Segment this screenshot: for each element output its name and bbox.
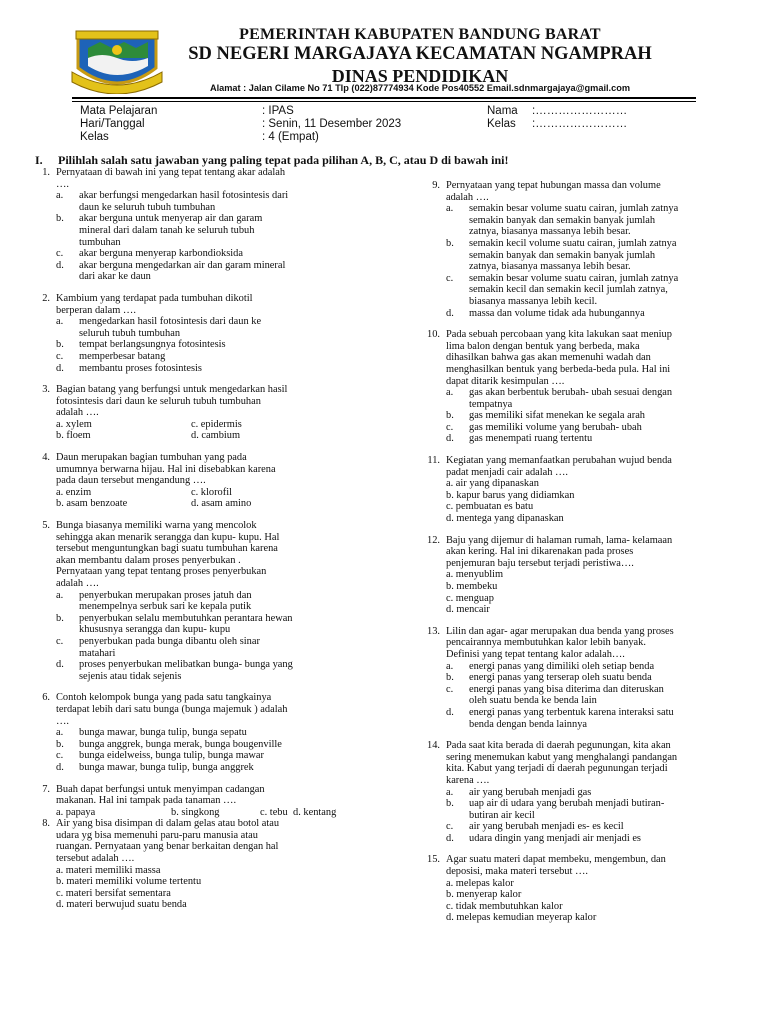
answer-option[interactable]: c. tidak membutuhkan kalor <box>446 900 563 912</box>
question-number: 4. <box>42 452 50 464</box>
answer-option[interactable] <box>56 659 370 682</box>
answer-option[interactable]: d. kentang <box>293 806 337 818</box>
option-text: energi panas yang dimiliki oleh setiap benda <box>469 660 655 672</box>
answer-option[interactable] <box>446 661 740 673</box>
question-item <box>30 520 370 682</box>
question-number: 1. <box>42 167 50 178</box>
option-text: air yang berubah menjadi es- es kecil <box>469 821 624 833</box>
option-text: energi panas yang terserap oleh suatu benda <box>469 672 652 684</box>
option-letter: b. <box>446 237 454 249</box>
answer-option[interactable] <box>56 339 370 351</box>
header-school-name: SD NEGERI MARGAJAYA KECAMATAN NGAMPRAH <box>188 44 652 64</box>
question-number: 3. <box>42 384 50 396</box>
name-label: Nama <box>487 105 518 117</box>
kelas-field[interactable]: :…………………… <box>532 118 628 130</box>
question-item <box>30 167 370 283</box>
name-field[interactable]: :…………………… <box>532 105 628 117</box>
question-text: Kegiatan yang memanfaatkan perubahan wujud benda padat menjadi cair adalah …. <box>446 455 672 478</box>
question-item <box>420 740 740 844</box>
option-text: bunga mawar, bunga tulip, bunga sepatu <box>79 727 247 739</box>
answer-option[interactable] <box>446 821 740 833</box>
answer-option[interactable]: d. melepas kemudian meyerap kalor <box>446 912 597 924</box>
answer-option[interactable] <box>56 739 370 751</box>
option-text: semakin besar volume suatu cairan, jumlah zatnya semakin banyak dan semakin banyak jumlah zatnya, biasanya massanya lebih besar. <box>469 203 679 238</box>
answer-option[interactable]: b. floem <box>56 430 91 442</box>
question-number: 11. <box>427 455 440 467</box>
question-item <box>30 293 370 374</box>
option-text: gas akan berbentuk berubah- ubah sesuai dengan tempatnya <box>469 387 673 410</box>
answer-option[interactable]: c. materi bersifat sementara <box>56 887 171 899</box>
answer-option[interactable]: a. menyublim <box>446 569 504 581</box>
option-letter: c. <box>446 421 454 433</box>
answer-option[interactable] <box>446 833 740 845</box>
option-text: massa dan volume tidak ada hubungannya <box>469 307 645 319</box>
option-text: gas memiliki sifat menekan ke segala arah <box>469 410 645 422</box>
answer-option[interactable]: c. pembuatan es batu <box>446 501 534 513</box>
answer-option[interactable] <box>446 422 740 434</box>
questions-column-left <box>30 167 370 911</box>
header-government: PEMERINTAH KABUPATEN BANDUNG BARAT <box>239 26 601 43</box>
option-letter: a. <box>446 786 454 798</box>
answer-option[interactable] <box>446 433 740 445</box>
question-number: 13. <box>427 625 440 637</box>
answer-option[interactable] <box>56 260 370 283</box>
header-department: DINAS PENDIDIKAN <box>331 66 509 86</box>
answer-option[interactable] <box>56 351 370 363</box>
option-letter: a. <box>446 203 454 215</box>
answer-option[interactable] <box>446 707 740 730</box>
answer-options-grid <box>56 419 370 442</box>
option-text: penyerbukan pada bunga dibantu oleh sinar matahari <box>79 635 260 659</box>
option-letter: c. <box>56 248 64 260</box>
answer-option[interactable] <box>446 787 740 799</box>
option-letter: d. <box>446 706 454 718</box>
question-text: Pernyataan di bawah ini yang tepat tentang akar adalah …. <box>56 167 286 190</box>
question-item <box>420 455 740 525</box>
question-text: Buah dapat berfungsi untuk menyimpan cadangan makanan. Hal ini tampak pada tanaman …. <box>56 783 265 807</box>
question-text: Agar suatu materi dapat membeku, mengembun, dan deposisi, maka materi tersebut …. <box>446 854 666 878</box>
answer-option[interactable]: d. mencair <box>446 604 490 616</box>
option-letter: b. <box>56 339 64 351</box>
question-text: Pernyataan yang tepat hubungan massa dan volume adalah …. <box>446 180 661 203</box>
question-number: 2. <box>42 292 50 304</box>
option-text: tempat berlangsungnya fotosintesis <box>79 339 226 351</box>
subject-value: : IPAS <box>262 105 294 117</box>
option-letter: c. <box>56 635 64 647</box>
answer-option[interactable]: a. papaya <box>56 806 96 818</box>
answer-option[interactable] <box>56 727 370 739</box>
question-item <box>420 626 740 730</box>
option-text: udara dingin yang menjadi air menjadi es <box>469 832 641 844</box>
answer-option[interactable] <box>56 590 370 613</box>
answer-option[interactable]: c. tebu <box>260 806 288 818</box>
option-letter: a. <box>56 727 64 739</box>
answer-option[interactable]: b. kapur barus yang didiamkan <box>446 489 575 501</box>
answer-option[interactable] <box>56 636 370 659</box>
answer-option[interactable] <box>446 684 740 707</box>
question-number: 10. <box>427 329 440 341</box>
answer-options-grid <box>56 487 370 510</box>
answer-option[interactable]: c. menguap <box>446 592 494 604</box>
question-item <box>30 692 370 773</box>
option-letter: c. <box>446 821 454 833</box>
answer-option[interactable] <box>446 410 740 422</box>
option-letter: a. <box>56 589 64 601</box>
option-text: gas menempati ruang tertentu <box>469 433 593 445</box>
question-number: 8. <box>42 818 50 830</box>
question-text: Baju yang dijemur di halaman rumah, lama- kelamaan akan kering. Hal ini dikarenakan pada proses penjemuran baju tersebut terjadi peristiwa…. <box>446 534 673 569</box>
option-text: akar berguna menyerap karbondioksida <box>79 248 243 260</box>
question-number: 6. <box>42 692 50 704</box>
answer-option[interactable]: d. mentega yang dipanaskan <box>446 513 564 525</box>
question-text: Kambium yang terdapat pada tumbuhan dikotil berperan dalam …. <box>56 292 253 316</box>
option-text: akar berguna mengedarkan air dan garam mineral dari akar ke daun <box>79 259 286 283</box>
header-address: Alamat : Jalan Cilame No 71 Tlp (022)87774934 Kode Pos40552 Email.sdnmargajaya@gmail.com <box>209 83 631 93</box>
class-value: : 4 (Empat) <box>262 131 319 143</box>
question-text: Pada saat kita berada di daerah pegunungan, kita akan sering menemukan kabut yang menghalangi pandangan kita. Kabut yang terjadi di daerah pegunungan terjadi karena …. <box>446 740 678 786</box>
option-text: semakin kecil volume suatu cairan, jumlah zatnya semakin banyak dan semakin banyak jumlah zatnya, biasanya massanya lebih besar. <box>469 237 677 273</box>
answer-option[interactable] <box>446 672 740 684</box>
option-text: energi panas yang bisa diterima dan diteruskan oleh suatu benda ke benda lain <box>469 683 664 707</box>
date-label: Hari/Tanggal <box>80 118 145 130</box>
option-text: mengedarkan hasil fotosintesis dari daun ke seluruh tubuh tumbuhan <box>79 316 262 339</box>
option-letter: c. <box>446 683 454 695</box>
answer-option[interactable]: b. menyerap kalor <box>446 889 522 901</box>
option-text: bunga mawar, bunga tulip, bunga anggrek <box>79 761 254 773</box>
answer-option[interactable]: d. materi berwujud suatu benda <box>56 899 187 911</box>
answer-option[interactable]: b. materi memiliki volume tertentu <box>56 876 202 888</box>
question-item <box>420 329 740 445</box>
option-letter: d. <box>446 433 454 445</box>
question-item <box>30 784 370 819</box>
answer-option[interactable] <box>56 316 370 339</box>
answer-option[interactable] <box>56 248 370 260</box>
question-item <box>420 535 740 616</box>
kelas-label: Kelas <box>487 118 516 130</box>
option-text: bunga anggrek, bunga merak, bunga bougenville <box>79 738 282 750</box>
answer-option[interactable] <box>446 308 740 320</box>
question-number: 5. <box>42 520 50 532</box>
question-text: Bunga biasanya memiliki warna yang mencolok sehingga akan menarik serangga dan kupu- kupu. Hal tersebut menguntungkan bagi suatu tumbuhan karena akan membantu dalam proses penyerbukan . Pernyataan yang tepat tentang proses penyerbukan adalah …. <box>56 520 280 589</box>
option-text: memperbesar batang <box>79 350 166 362</box>
header-rule-thin <box>72 101 696 102</box>
question-number: 14. <box>427 740 440 752</box>
question-text: Lilin dan agar- agar merupakan dua benda yang proses pencairannya membutuhkan kalor lebih banyak. Definisi yang tepat tentang kalor adalah…. <box>446 625 674 660</box>
option-text: penyerbukan selalu membutuhkan perantara hewan khususnya serangga dan kupu- kupu <box>79 612 293 636</box>
question-item <box>420 180 740 319</box>
answer-option[interactable]: a. air yang dipanaskan <box>446 478 539 490</box>
question-item <box>30 384 370 442</box>
option-letter: b. <box>446 672 454 684</box>
section-number: I. <box>35 153 43 167</box>
answer-option[interactable]: d. asam amino <box>191 498 252 510</box>
answer-option[interactable] <box>446 203 740 238</box>
option-letter: d. <box>56 259 64 271</box>
answer-option[interactable] <box>56 762 370 774</box>
question-number: 7. <box>42 783 50 795</box>
answer-option[interactable]: a. melepas kalor <box>446 877 514 889</box>
answer-option[interactable] <box>446 798 740 821</box>
question-item <box>30 452 370 510</box>
option-letter: b. <box>446 798 454 810</box>
option-letter: a. <box>446 660 454 672</box>
question-number: 15. <box>427 854 440 866</box>
subject-label: Mata Pelajaran <box>80 105 158 117</box>
answer-option[interactable] <box>446 273 740 308</box>
option-letter: b. <box>56 213 64 225</box>
option-text: akar berfungsi mengedarkan hasil fotosintesis dari daun ke seluruh tubuh tumbuhan <box>79 190 289 213</box>
option-text: gas memiliki volume yang berubah- ubah <box>469 421 642 433</box>
option-letter: b. <box>446 410 454 422</box>
answer-option[interactable]: c. epidermis <box>191 418 242 430</box>
answer-option[interactable] <box>56 750 370 762</box>
question-text: Bagian batang yang berfungsi untuk mengedarkan hasil fotosintesis dari daun ke seluruh tubuh tumbuhan adalah …. <box>56 384 288 419</box>
answer-option[interactable]: b. membeku <box>446 581 498 592</box>
answer-option[interactable] <box>56 213 370 248</box>
option-text: membantu proses fotosintesis <box>79 362 202 374</box>
answer-option[interactable]: a. enzim <box>56 486 92 498</box>
option-text: bunga eidelweiss, bunga tulip, bunga mawar <box>79 750 264 762</box>
answer-option[interactable]: a. materi memiliki massa <box>56 864 161 876</box>
answer-option[interactable] <box>56 613 370 636</box>
question-item <box>30 818 370 911</box>
question-text: Pada sebuah percobaan yang kita lakukan saat meniup lima balon dengan bentuk yang berbeda, maka dihasilkan bahwa gas akan memenuhi wadah dan menghasilkan bentuk yang berbeda-beda pula. Hal ini dapat ditarik kesimpulan …. <box>446 329 672 387</box>
answer-option[interactable]: b. singkong <box>171 806 220 818</box>
option-letter: d. <box>446 832 454 844</box>
option-text: energi panas yang terbentuk karena interaksi satu benda dengan benda lainnya <box>469 706 674 730</box>
option-letter: a. <box>56 190 64 202</box>
header-rule-thick <box>72 97 696 99</box>
option-letter: c. <box>56 350 64 362</box>
option-text: proses penyerbukan melibatkan bunga- bunga yang sejenis atau tidak sejenis <box>79 659 293 682</box>
option-letter: d. <box>56 761 64 773</box>
class-label: Kelas <box>80 131 109 143</box>
option-letter: c. <box>56 750 64 762</box>
option-letter: b. <box>56 612 64 624</box>
answer-option[interactable] <box>56 363 370 375</box>
option-text: penyerbukan merupakan proses jatuh dan menempelnya serbuk sari ke kepala putik <box>79 589 252 613</box>
questions-column-right <box>420 180 740 924</box>
option-text: uap air di udara yang berubah menjadi butiran- butiran air kecil <box>469 798 665 821</box>
answer-option[interactable]: d. cambium <box>191 430 241 442</box>
option-letter: d. <box>56 362 64 374</box>
answer-option[interactable]: a. xylem <box>56 418 92 430</box>
answer-option[interactable]: c. klorofil <box>191 486 232 498</box>
section-instruction: Pilihlah salah satu jawaban yang paling tepat pada pilihan A, B, C, atau D di bawah ini! <box>58 153 509 167</box>
question-text: Contoh kelompok bunga yang pada satu tangkainya terdapat lebih dari satu bunga (bunga majemuk ) adalah …. <box>56 692 288 727</box>
question-text: Air yang bisa disimpan di dalam gelas atau botol atau udara yg bisa memenuhi paru-paru manusia atau ruangan. Pernyataan yang benar berkaitan dengan hal tersebut adalah …. <box>56 818 280 865</box>
option-text: akar berguna untuk menyerap air dan garam mineral dari dalam tanah ke seluruh tubuh tumbuhan <box>79 213 263 248</box>
answer-option[interactable] <box>446 387 740 410</box>
option-text: semakin besar volume suatu cairan, jumlah zatnya semakin kecil dan semakin kecil jumlah zatnya, biasanya massanya lebih kecil. <box>469 272 679 307</box>
option-letter: d. <box>446 307 454 319</box>
option-letter: a. <box>56 316 64 328</box>
option-letter: a. <box>446 387 454 399</box>
option-letter: d. <box>56 659 64 671</box>
date-value: : Senin, 11 Desember 2023 <box>262 118 402 130</box>
option-letter: b. <box>56 738 64 750</box>
question-text: Daun merupakan bagian tumbuhan yang pada umumnya berwarna hijau. Hal ini disebabkan karena pada daun tersebut mengandung …. <box>56 452 276 487</box>
option-text: air yang berubah menjadi gas <box>469 786 592 798</box>
question-number: 9. <box>432 180 440 191</box>
question-number: 12. <box>427 534 440 546</box>
answer-options-row <box>56 807 370 819</box>
question-item <box>420 854 740 924</box>
option-letter: c. <box>446 272 454 284</box>
answer-option[interactable] <box>446 238 740 273</box>
answer-option[interactable]: b. asam benzoate <box>56 498 128 510</box>
answer-option[interactable] <box>56 190 370 213</box>
